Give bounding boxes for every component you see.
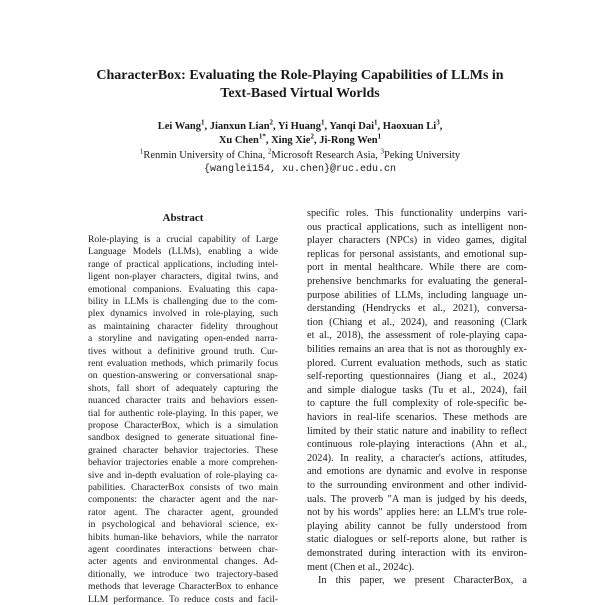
body-line: haviors in real-life scenarios. These methods are [307,412,527,423]
body-line: limited by their static nature and inability to reflect [307,425,527,437]
body-line: player characters (NPCs) in video games, digital [307,235,527,247]
author-affiliation-mark: 1* [258,132,266,141]
body-line: derstanding (Hendrycks et al., 2021), conversa- [307,303,527,315]
author [271,132,320,146]
abstract-line: LLM performance. To reduce costs and facil- [88,593,278,605]
body-line: In this paper, we present CharacterBox, a [318,575,527,587]
affiliation-name: Microsoft Research Asia, [271,150,381,161]
body-line: prehensive benchmarks for evaluating the general- [307,276,527,287]
body-line: playing ability cannot be fully understood from [307,520,527,532]
author [218,132,272,146]
author-separator: , [324,121,330,132]
body-line: static dialogues or self-reports alone, but rather is [307,534,527,546]
abstract-line: pabilities. CharacterBox consists of two main [88,482,278,493]
body-line: bilities remains an area that is not as thoroughly ex- [307,344,527,355]
author-affiliation-mark: 3 [436,118,440,127]
abstract-line: on question-answering or conversational snap- [88,370,278,382]
abstract-line: plex dynamics involved in role-playing, such [88,308,278,320]
body-line: uals. The proverb "A man is judged by his deeds, [307,493,527,505]
abstract-line: sive and in-depth evaluation of role-playing ca- [88,469,278,481]
body-line: port in mental healthcare. While there are com- [307,262,527,274]
author-affiliation-mark: 1 [374,118,378,127]
author-name: Xu Chen [218,135,259,146]
abstract-line: sandbox designed to generate situational fine- [88,432,278,444]
abstract-line: components: the character agent and the nar- [88,494,278,506]
author-affiliation-mark: 1 [200,118,205,127]
author [209,118,278,132]
body-line: plored. Current evaluation methods, such as static [307,357,527,369]
body-line: specific roles. This functionality underpins vari- [307,208,527,219]
author-name: Xing Xie [271,135,311,146]
body-line: purpose abilities of LLMs, including language un- [307,289,527,301]
affiliation-mark: 2 [267,147,272,156]
abstract-line: ditionally, we introduce two trajectory-based [88,568,278,580]
author-list-line-1 [40,120,560,134]
abstract-line: as maintaining character fidelity throughout [88,320,278,332]
body-line: not by his words" applies here: an LLM's true role- [307,507,527,519]
abstract-line: Language Models (LLMs), enabling a wide [88,246,278,258]
abstract-line: ligent non-player characters, digital twins, and [88,271,278,283]
body-line: 2024). In reality, a character's actions, attitudes, [307,452,527,464]
author-separator: , [204,121,210,132]
abstract-line: rator agent. The character agent, grounded [88,506,278,518]
body-line: replicas for personal assistants, and emotional sup- [307,248,527,260]
abstract-line: propose CharacterBox, which is a simulation [88,420,278,431]
abstract-line: behavior trajectories enable a more comprehen- [88,457,278,469]
author-affiliation-mark: 2 [269,118,274,127]
abstract-line: in psychological and behavioral science, ex- [88,519,278,531]
author-separator: , [439,121,443,132]
abstract-line: Role-playing is a crucial capability of Large [88,234,278,245]
affiliation-name: Renmin University of China, [143,150,268,161]
abstract-line: shots, fall short of adequately capturing the [88,382,278,394]
affiliations [40,149,560,163]
abstract-line: grained character behavior trajectories. These [88,444,278,456]
body-line: self-reporting questionnaires (Jiang et al., 2024) [307,371,527,383]
abstract-line: tives without a definitive ground truth. Cur- [88,345,278,357]
author-name: Lei Wang [157,121,201,132]
body-line: and emotions are dynamic and evolve in response [307,466,527,478]
abstract-heading: Abstract [162,212,204,224]
body-line: to the surrounding environment and other individ- [307,480,527,491]
paper-title-line-2: Text-Based Virtual Worlds [220,86,380,101]
author-separator: , [273,121,278,132]
author-affiliation-mark: 2 [310,132,314,141]
author [329,118,383,132]
author-name: Haoxuan Li [382,121,437,132]
abstract-line: range of practical applications, including intel- [88,258,278,270]
body-line: ous practical applications, such as intelligent non- [307,221,527,233]
author-affiliation-mark: 1 [321,118,325,127]
author-separator: , [265,135,272,146]
abstract-line: emotional companions. Evaluating this capa- [88,283,278,295]
author [157,118,210,132]
author-separator: , [313,135,320,146]
abstract-line: tial for authentic role-playing. In this paper, we [88,407,278,419]
author [382,118,443,132]
author-separator: , [377,121,383,132]
author-name: Yanqi Dai [329,121,375,132]
abstract-line: a storyline and navigating open-ended narra- [88,333,278,345]
author-name: Ji-Rong Wen [319,135,378,146]
paper-title-line-1: CharacterBox: Evaluating the Role-Playing Capabilities of LLMs in [96,68,504,83]
body-line: and simple dialogue tasks (Tu et al., 2024), fail [307,384,527,396]
abstract-line: nuanced character traits and behaviors essen- [88,395,278,407]
author [277,118,330,132]
body-line: ment (Chen et al., 2024c). [307,561,415,573]
body-line: et al., 2018), the assessment of role-playing capa- [307,330,527,342]
abstract-line: rent evaluation methods, which primarily focus [88,358,278,369]
abstract-line: bility in LLMs is challenging due to the com- [88,296,278,307]
author-name: Jianxun Lian [209,121,270,132]
author [319,132,382,146]
affiliation-mark: 3 [380,147,384,156]
affiliation-mark: 1 [139,147,144,156]
body-line: demonstrated during interaction with its environ- [307,548,527,559]
affiliation-name: Peking University [383,150,461,161]
body-line: tion (Chiang et al., 2024), and reasoning (Clark [307,316,527,328]
abstract-line: methods that leverage CharacterBox to enhance [88,581,278,593]
abstract-line: acter agents and environmental changes. Ad- [88,556,278,568]
contact-email: {wanglei154, xu.chen}@ruc.edu.cn [203,164,397,175]
author-affiliation-mark: 1 [377,132,382,141]
author-list-line-2 [40,134,560,148]
body-line: to capture the full complexity of role-specific be- [307,398,527,410]
abstract-line: agent coordinates interactions between char- [88,544,278,555]
body-line: continuous role-playing interactions (Ahn et al., [307,439,527,451]
abstract-line: hibits human-like behaviors, while the narrator [88,531,278,543]
author-name: Yi Huang [277,121,322,132]
